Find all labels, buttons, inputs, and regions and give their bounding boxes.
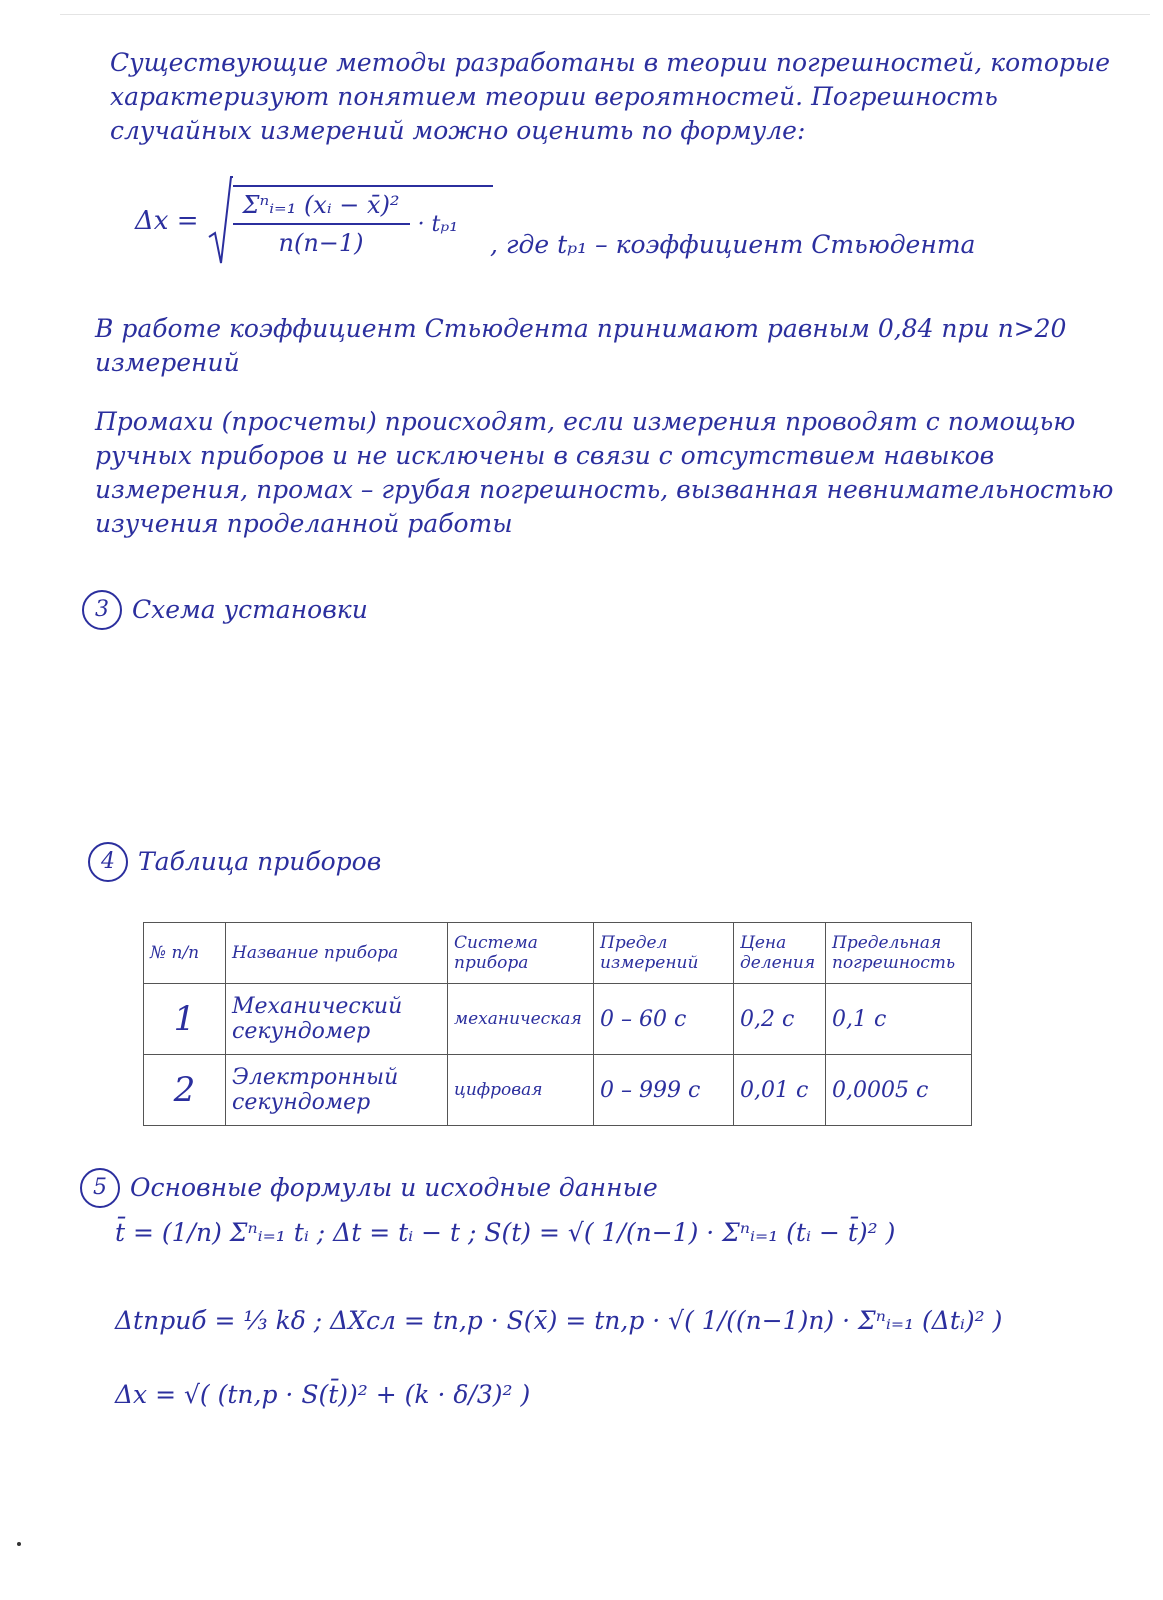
page-edge-line	[60, 14, 1150, 15]
header-cell-error: Предельная погрешность	[826, 923, 972, 984]
sqrt-radicand	[233, 185, 493, 257]
formula-random-error	[135, 175, 493, 267]
instrument-table	[143, 922, 972, 1126]
cell-name: Механический секундомер	[226, 984, 448, 1055]
cell-division: 0,01 с	[734, 1055, 826, 1126]
table-row	[144, 984, 972, 1055]
section-number-badge: 4	[88, 842, 128, 882]
cell-error: 0,1 с	[826, 984, 972, 1055]
heading-setup-scheme	[82, 590, 368, 630]
section-number-badge: 5	[80, 1168, 120, 1208]
heading-text: Схема установки	[132, 595, 368, 624]
formula-instrument-and-random-error: Δtприб = ⅓ kδ ; ΔXсл = tn,p · S(x̄) = tn,p · √( 1/((n−1)n) · Σⁿᵢ₌₁ (Δtᵢ)² )	[115, 1306, 1003, 1335]
paragraph-error-theory: Существующие методы разработаны в теории погрешностей, которые характеризуют понятием теории вероятностей. Погрешность случайных измерений можно оценить по формуле:	[110, 48, 1111, 145]
paragraph-student-coefficient: В работе коэффициент Стьюдента принимают равным 0,84 при n>20 измерений	[95, 314, 1067, 377]
cell-error: 0,0005 с	[826, 1055, 972, 1126]
paper-speck	[17, 1542, 21, 1546]
cell-division: 0,2 с	[734, 984, 826, 1055]
fraction-denominator: n(n−1)	[278, 229, 364, 257]
cell-range: 0 – 999 с	[594, 1055, 734, 1126]
header-cell-number: № п/п	[144, 923, 226, 984]
heading-instrument-table	[88, 842, 381, 882]
cell-range: 0 – 60 с	[594, 984, 734, 1055]
formula-mean-and-deviation: t̄ = (1/n) Σⁿᵢ₌₁ tᵢ ; Δt = tᵢ − t ; S(t) = √( 1/(n−1) · Σⁿᵢ₌₁ (tᵢ − t̄)² )	[115, 1218, 896, 1247]
formula-lhs: Δx =	[135, 206, 199, 236]
cell-system: цифровая	[448, 1055, 594, 1126]
heading-text: Таблица приборов	[138, 847, 382, 876]
header-cell-range: Предел измерений	[594, 923, 734, 984]
header-cell-name: Название прибора	[226, 923, 448, 984]
cell-name: Электронный секундомер	[226, 1055, 448, 1126]
cell-system: механическая	[448, 984, 594, 1055]
table-row	[144, 1055, 972, 1126]
sqrt-sign-icon	[207, 175, 233, 267]
heading-formulas	[80, 1168, 658, 1208]
formula-where-note: , где tₚ₁ – коэффициент Стьюдента	[490, 230, 976, 259]
heading-text: Основные формулы и исходные данные	[130, 1173, 658, 1202]
cell-number: 1	[144, 984, 226, 1055]
table-header-row	[144, 923, 972, 984]
cell-number: 2	[144, 1055, 226, 1126]
header-cell-system: Система прибора	[448, 923, 594, 984]
student-factor: · tₚ₁	[417, 211, 459, 237]
formula-total-error: Δx = √( (tn,p · S(t̄))² + (k · δ/3)² )	[115, 1380, 531, 1409]
header-cell-division: Цена деления	[734, 923, 826, 984]
fraction	[233, 191, 410, 257]
fraction-numerator: Σⁿᵢ₌₁ (xᵢ − x̄)²	[233, 191, 410, 225]
section-number-badge: 3	[82, 590, 122, 630]
sqrt-block	[207, 175, 493, 267]
paragraph-blunders: Промахи (просчеты) происходят, если измерения проводят с помощью ручных приборов и не исключены в связи с отсутствием навыков измерения, промах – грубая погрешность, вызванная невнимательностью изучения проделанной работы	[95, 407, 1114, 538]
